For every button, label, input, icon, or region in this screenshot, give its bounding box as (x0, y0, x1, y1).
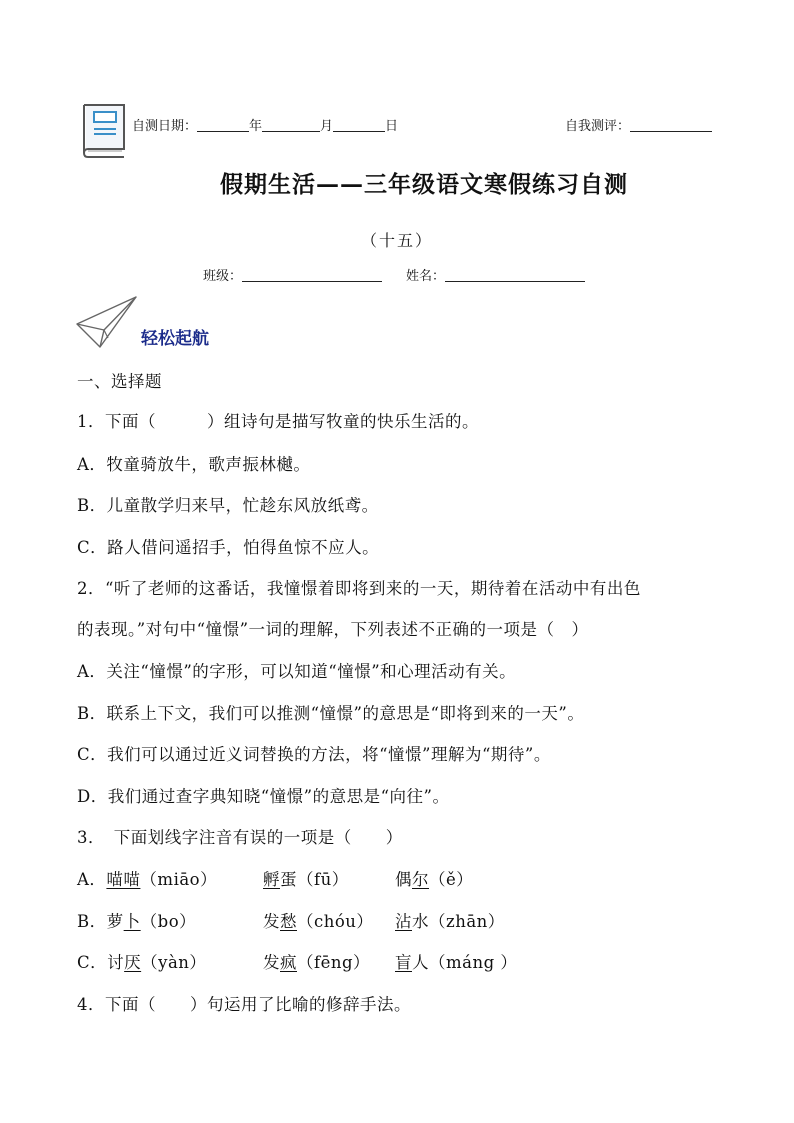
q2-stem-line2: 的表现。”对句中“憧憬”一词的理解，下列表述不正确的一项是（ ） (77, 620, 589, 639)
q4-stem: 4．下面（ ）句运用了比喻的修辞手法。 (77, 995, 411, 1014)
q3-option-b-word2 (263, 908, 373, 932)
year-blank[interactable] (197, 117, 249, 132)
q3c-word1-first: 讨 (107, 953, 125, 972)
q3b-word1-first: 萝 (106, 912, 124, 931)
q3b-word2-first: 发 (263, 912, 280, 931)
q3b-word1-underlined: 卜 (123, 912, 141, 931)
q3-option-a-word3 (395, 866, 473, 890)
q3c-word2-first: 发 (263, 953, 280, 972)
q1-option-a: A．牧童骑放牛，歌声振林樾。 (77, 455, 311, 474)
q3-option-a (77, 866, 217, 890)
q3-option-c (77, 949, 206, 973)
paper-plane-icon (74, 294, 138, 352)
day-blank[interactable] (333, 117, 385, 132)
q3a-word1-pinyin: （miāo） (140, 870, 218, 889)
q2-option-a: A．关注“憧憬”的字形，可以知道“憧憬”和心理活动有关。 (77, 662, 517, 681)
q1-option-c: C．路人借问遥招手，怕得鱼惊不应人。 (77, 538, 380, 557)
q3b-word1-pinyin: （bo） (140, 912, 197, 931)
class-row (203, 265, 382, 284)
q2-option-d: D．我们通过查字典知晓“憧憬”的意思是“向往”。 (77, 787, 450, 806)
q3b-word3-underlined: 沾 (395, 912, 412, 931)
q3a-prefix: A． (77, 870, 107, 889)
q3c-word3-underlined: 盲 (395, 953, 412, 972)
q2-option-c: C．我们可以通过近义词替换的方法，将“憧憬”理解为“期待”。 (77, 745, 551, 764)
q3c-word3-rest: 人 (412, 953, 429, 972)
q3b-word2-underlined: 愁 (280, 912, 297, 931)
section-banner: 轻松起航 (141, 329, 209, 349)
q3a-word3-underlined: 尔 (412, 870, 429, 889)
q3c-word3-pinyin: （máng ） (429, 953, 518, 972)
q3-option-c-word3 (395, 949, 517, 973)
q3-stem: 3． 下面划线字注音有误的一项是（ ） (77, 828, 403, 847)
q3c-word1-underlined: 厌 (124, 953, 142, 972)
q3b-word2-pinyin: （chóu） (297, 912, 374, 931)
day-label: 日 (385, 119, 399, 134)
q3a-word1-underlined: 喵喵 (106, 870, 141, 889)
year-label: 年 (249, 119, 263, 134)
q1-stem: 1．下面（ ）组诗句是描写牧童的快乐生活的。 (77, 412, 479, 431)
q3b-prefix: B． (77, 912, 107, 931)
q3c-prefix: C． (77, 953, 108, 972)
q3-option-a-word2 (263, 866, 349, 890)
q3-option-b (77, 908, 196, 932)
self-eval-label: 自我测评： (565, 119, 631, 134)
q3c-word1-pinyin: （yàn） (141, 953, 207, 972)
q2-stem-line1: 2．“听了老师的这番话，我憧憬着即将到来的一天，期待着在活动中有出色 (77, 579, 641, 598)
q1-option-b: B．儿童散学归来早，忙趁东风放纸鸢。 (77, 496, 379, 515)
self-eval-blank[interactable] (630, 117, 712, 132)
section-heading: 一、选择题 (77, 372, 162, 391)
q3c-word2-underlined: 疯 (280, 953, 297, 972)
name-blank[interactable] (445, 267, 585, 282)
q3a-word2-underlined: 孵 (263, 870, 280, 889)
date-row (132, 115, 398, 134)
q3a-word3-pinyin: （ě） (429, 870, 474, 889)
name-label: 姓名： (406, 269, 446, 284)
q3b-word3-pinyin: （zhān） (429, 912, 505, 931)
class-blank[interactable] (242, 267, 382, 282)
self-eval-row (565, 115, 712, 134)
q3-option-b-word3 (395, 908, 505, 932)
date-label: 自测日期： (132, 119, 198, 134)
q3a-word2-pinyin: （fū） (297, 870, 349, 889)
q3-option-c-word2 (263, 949, 370, 973)
month-label: 月 (320, 119, 334, 134)
page-title: 假期生活——三年级语文寒假练习自测 (220, 171, 628, 198)
book-icon (78, 101, 130, 159)
q3c-word2-pinyin: （fēng） (297, 953, 371, 972)
name-row (406, 265, 585, 284)
q3a-word2-rest: 蛋 (280, 870, 297, 889)
q2-option-b: B．联系上下文，我们可以推测“憧憬”的意思是“即将到来的一天”。 (77, 704, 585, 723)
month-blank[interactable] (262, 117, 320, 132)
class-label: 班级： (203, 269, 243, 284)
q3a-word3-first: 偶 (395, 870, 412, 889)
q3b-word3-rest: 水 (412, 912, 429, 931)
page-subtitle: （十五） (360, 231, 433, 250)
